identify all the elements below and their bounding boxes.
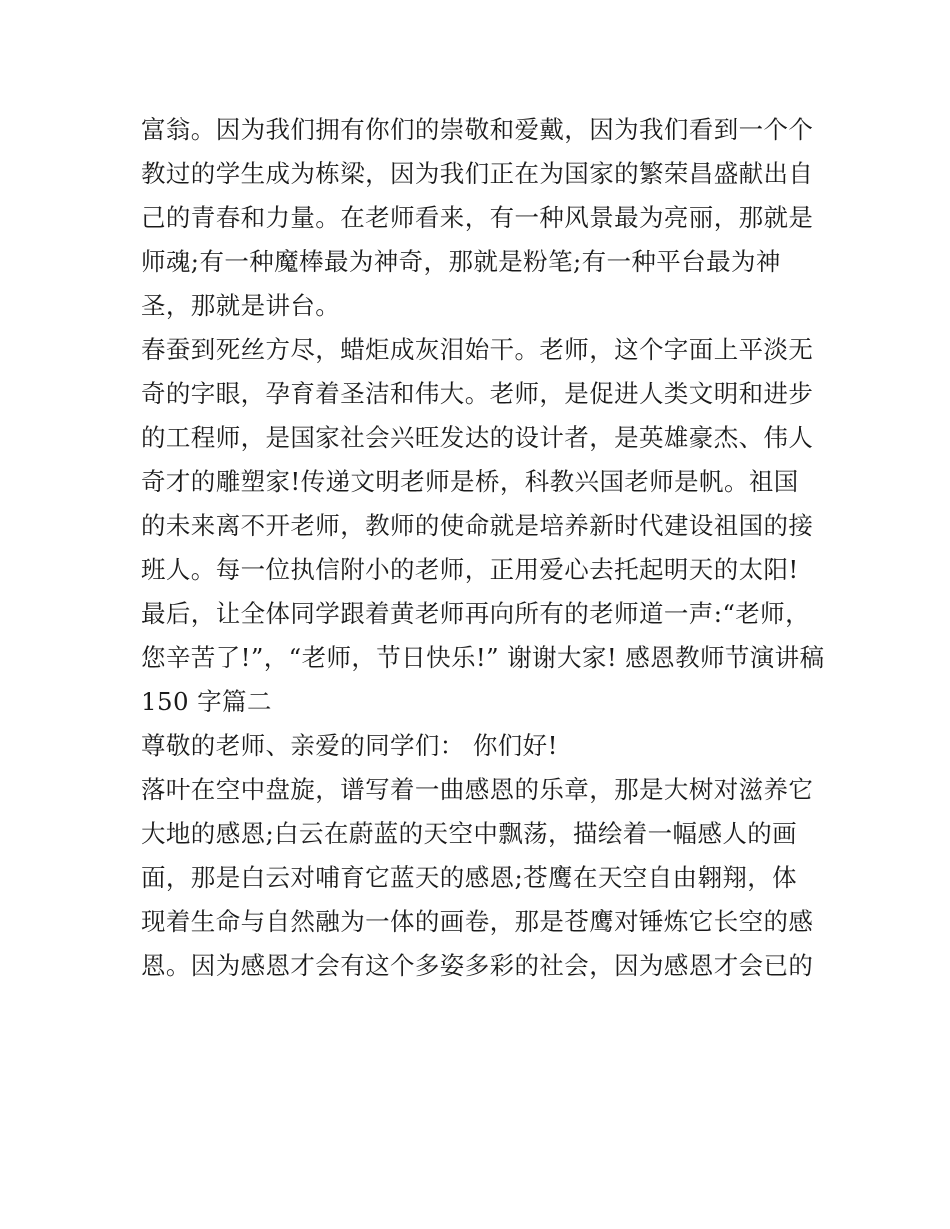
text-line: 师魂;有一种魔棒最为神奇，那就是粉笔;有一种平台最为神	[141, 247, 781, 276]
text-line: 己的青春和力量。在老师看来，有一种风景最为亮丽，那就是	[141, 203, 814, 232]
text-line: 奇的字眼，孕育着圣洁和伟大。老师，是促进人类文明和进步	[141, 379, 814, 408]
text-line: 面，那是白云对哺育它蓝天的感恩;苍鹰在天空自由翱翔，体	[141, 863, 798, 892]
text-line: 大地的感恩;白云在蔚蓝的天空中飘荡，描绘着一幅感人的画	[141, 819, 798, 848]
text-line: 的工程师，是国家社会兴旺发达的设计者，是英雄豪杰、伟人	[141, 423, 814, 452]
text-line: 恩。因为感恩才会有这个多姿多彩的社会，因为感恩才会已的	[141, 951, 814, 980]
text-line: 的未来离不开老师，教师的使命就是培养新时代建设祖国的接	[141, 511, 814, 540]
text-line: 落叶在空中盘旋，谱写着一曲感恩的乐章，那是大树对滋养它	[141, 775, 814, 804]
text-line: 最后，让全体同学跟着黄老师再向所有的老师道一声:“老师，	[141, 599, 810, 628]
text-line: 奇才的雕塑家!传递文明老师是桥，科教兴国老师是帆。祖国	[141, 467, 799, 496]
text-line: 春蚕到死丝方尽，蜡炬成灰泪始干。老师，这个字面上平淡无	[141, 335, 814, 364]
text-line: 班人。每一位执信附小的老师，正用爱心去托起明天的太阳!	[141, 555, 799, 584]
text-line: 富翁。因为我们拥有你们的崇敬和爱戴，因为我们看到一个个	[141, 115, 814, 144]
text-line: 现着生命与自然融为一体的画卷，那是苍鹰对锤炼它长空的感	[141, 907, 814, 936]
section-heading-line: 150 字篇二	[141, 687, 272, 716]
salutation-line: 尊敬的老师、亲爱的同学们： 你们好!	[141, 731, 558, 760]
text-line: 您辛苦了!”，“老师，节日快乐!” 谢谢大家! 感恩教师节演讲稿	[141, 643, 825, 672]
text-line: 圣，那就是讲台。	[141, 291, 341, 320]
document-body	[141, 108, 825, 988]
text-line: 教过的学生成为栋梁，因为我们正在为国家的繁荣昌盛献出自	[141, 159, 814, 188]
